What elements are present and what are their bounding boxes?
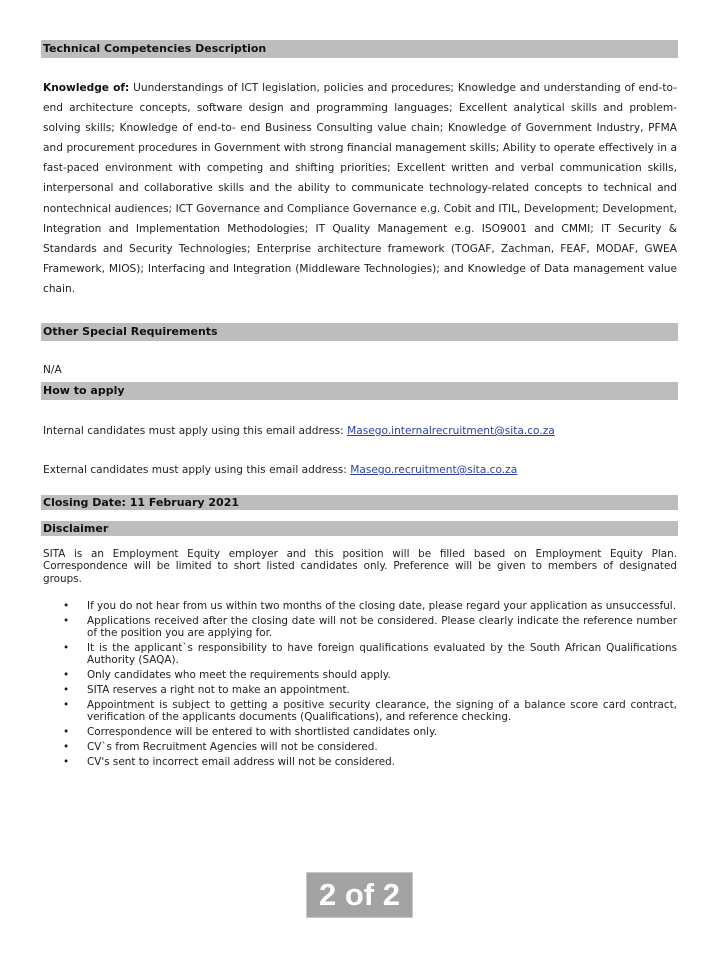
disclaimer-bullet-item — [43, 600, 677, 612]
external-apply-line — [43, 463, 517, 477]
external-apply-label: External candidates must apply using this email address: — [43, 464, 351, 476]
bullet-icon: • — [63, 600, 70, 612]
internal-email-link[interactable]: Masego.internalrecruitment@sita.co.za — [347, 425, 555, 437]
internal-apply-line — [43, 424, 555, 438]
bullet-text: CV`s from Recruitment Agencies will not be considered. — [87, 741, 378, 754]
technical-competencies-paragraph — [43, 78, 677, 299]
section-header-other-special-requirements: Other Special Requirements — [41, 323, 678, 341]
bullet-text: Applications received after the closing date will not be considered. Please clearly indicate the reference number of the position you are applying for. — [87, 614, 677, 640]
disclaimer-bullet-item — [43, 669, 677, 681]
disclaimer-bullet-item — [43, 699, 677, 724]
disclaimer-bullet-item — [43, 741, 677, 753]
bullet-icon: • — [63, 614, 70, 627]
bullet-icon: • — [63, 684, 70, 697]
internal-apply-label: Internal candidates must apply using this email address: — [43, 425, 348, 437]
bullet-text: If you do not hear from us within two months of the closing date, please regard your application as unsuccessful. — [87, 600, 676, 612]
page-indicator-badge: 2 of 2 — [306, 872, 413, 918]
external-email-link[interactable]: Masego.recruitment@sita.co.za — [350, 464, 518, 476]
bullet-text: Correspondence will be entered to with shortlisted candidates only. — [87, 726, 438, 739]
closing-date-header: Closing Date: 11 February 2021 — [41, 495, 678, 510]
section-header-how-to-apply: How to apply — [41, 382, 678, 400]
bullet-icon: • — [63, 726, 70, 739]
disclaimer-bullet-item — [43, 684, 677, 696]
bullet-text: Appointment is subject to getting a positive security clearance, the signing of a balance score card contract, verification of the applicants documents (Qualifications), and reference checking. — [87, 699, 677, 724]
disclaimer-bullet-item — [43, 642, 677, 667]
section-header-disclaimer: Disclaimer — [41, 521, 678, 536]
disclaimer-bullet-item — [43, 615, 677, 640]
bullet-text: CV's sent to incorrect email address will not be considered. — [87, 756, 396, 769]
bullet-text: Only candidates who meet the requirements should apply. — [87, 669, 391, 682]
bullet-icon: • — [63, 756, 70, 769]
bullet-text: SITA reserves a right not to make an appointment. — [87, 684, 350, 697]
bullet-icon: • — [63, 642, 70, 655]
technical-competencies-text: Uunderstandings of ICT legislation, policies and procedures; Knowledge and understanding of end-to-end architecture concepts, software design and programming languages; Excellent analytical skills and problem-solving skills; Knowledge of end-to- end Business Consulting value chain; Knowledge of Government Industry, PFMA and procurement procedures in Government with strong financial management skills; Ability to operate effectively in a fast-paced environment with competing and shifting priorities; Excellent written and verbal communication skills, interpersonal and collaborative skills and the ability to communicate technology-related concepts to technical and nontechnical audiences; ICT Governance and Compliance Governance e.g. Cobit and ITIL, Development; Development, Integration and Implementation Methodologies; IT Quality Management e.g. ISO9001 and CMMI; IT Security & Standards and Security Technologies; Enterprise architecture framework (TOGAF, Zachman, FEAF, MODAF, GWEA Framework, MIOS); Interfacing and Integration (Middleware Technologies); and Knowledge of Data management value chain. — [43, 82, 677, 295]
disclaimer-intro: SITA is an Employment Equity employer and this position will be filled based on Employment Equity Plan. Correspondence will be limited to short listed candidates only. Preference will be given to members of designated groups. — [43, 548, 677, 585]
disclaimer-bullet-item — [43, 756, 677, 768]
bullet-text: It is the applicant`s responsibility to have foreign qualifications evaluated by the South African Qualifications Authority (SAQA). — [87, 642, 677, 667]
bullet-icon: • — [63, 669, 70, 682]
bullet-icon: • — [63, 741, 70, 754]
disclaimer-bullet-list — [43, 600, 677, 771]
section-header-technical-competencies: Technical Competencies Description — [41, 40, 678, 58]
special-requirements-value: N/A — [43, 364, 62, 376]
knowledge-of-label: Knowledge of: — [43, 82, 130, 94]
disclaimer-bullet-item — [43, 726, 677, 738]
bullet-icon: • — [63, 699, 70, 712]
